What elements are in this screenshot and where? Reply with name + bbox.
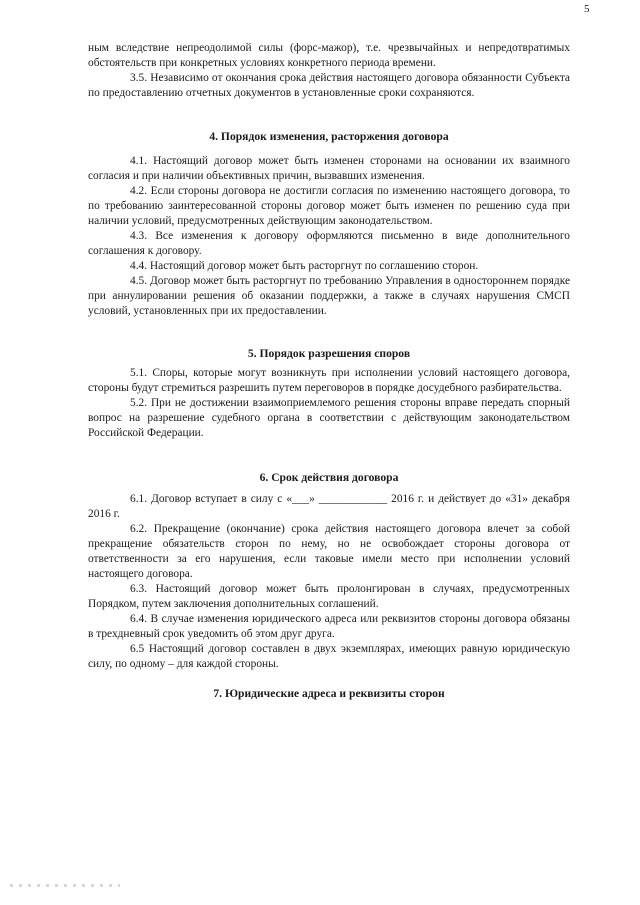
scan-artifact [10, 884, 120, 887]
paragraph-4-1: 4.1. Настоящий договор может быть изменен сторонами на основании их взаимного согласия и при наличии объективных причин, вызвавших изменения. [88, 155, 570, 182]
section-6-body [88, 492, 570, 672]
page-number: 5 [584, 3, 590, 15]
paragraph-4-2: 4.2. Если стороны договора не достигли согласия по изменению настоящего договора, то по требованию заинтересованной стороны договор может быть изменен по решению суда при наличии условий, предусмотренных действующим законодательством. [88, 185, 570, 227]
section-5-title: 5. Порядок разрешения споров [247, 347, 411, 360]
paragraph-4-3: 4.3. Все изменения к договору оформляются письменно в виде дополнительного соглашения к договору. [88, 230, 570, 257]
paragraph-4-5: 4.5. Договор может быть расторгнут по требованию Управления в одностороннем порядке при аннулировании решения об оказании поддержки, а также в случаях нарушения СМСП условий, установленных при их предоставлении. [88, 275, 570, 317]
paragraph-5-1: 5.1. Споры, которые могут возникнуть при исполнении условий настоящего договора, стороны будут стремиться разрешить путем переговоров в порядке досудебного разбирательства. [88, 367, 570, 394]
section-5-body [88, 366, 570, 441]
paragraph-6-1: 6.1. Договор вступает в силу с «___» ____________ 2016 г. и действует до «31» декабря 2016 г. [88, 493, 570, 520]
paragraph-5-2: 5.2. При не достижении взаимоприемлемого решения стороны вправе передать спорный вопрос на разрешение судебного органа в соответствии с действующим законодательством Российской Федерации. [88, 397, 570, 439]
section-4-title: 4. Порядок изменения, расторжения договора [209, 130, 449, 143]
section-3-tail [88, 41, 570, 101]
paragraph-6-5: 6.5 Настоящий договор составлен в двух экземплярах, имеющих равную юридическую силу, по одному – для каждой стороны. [88, 643, 570, 670]
paragraph-6-3: 6.3. Настоящий договор может быть пролонгирован в случаях, предусмотренных Порядком, путем заключения дополнительных соглашений. [88, 583, 570, 610]
paragraph-6-4: 6.4. В случае изменения юридического адреса или реквизитов стороны договора обязаны в трехдневный срок уведомить об этом друг друга. [88, 613, 570, 640]
section-7-title: 7. Юридические адреса и реквизиты сторон [213, 687, 445, 700]
paragraph-3-4-continuation: ным вследствие непреодолимой силы (форс-мажор), т.е. чрезвычайных и непредотвратимых обстоятельств при конкретных условиях конкретного периода времени. [88, 42, 570, 69]
paragraph-3-5: 3.5. Независимо от окончания срока действия настоящего договора обязанности Субъекта по предоставлению отчетных документов в установленные сроки сохраняются. [88, 72, 570, 99]
paragraph-4-4: 4.4. Настоящий договор может быть расторгнут по соглашению сторон. [130, 260, 479, 272]
section-4-body [88, 154, 570, 319]
section-6-title: 6. Срок действия договора [259, 471, 399, 484]
paragraph-6-2: 6.2. Прекращение (окончание) срока действия настоящего договора влечет за собой прекращение обязательств сторон по нему, но не освобождает стороны договора от ответственности за его нарушения, если таковые имели место при исполнении условий настоящего договора. [88, 523, 570, 580]
